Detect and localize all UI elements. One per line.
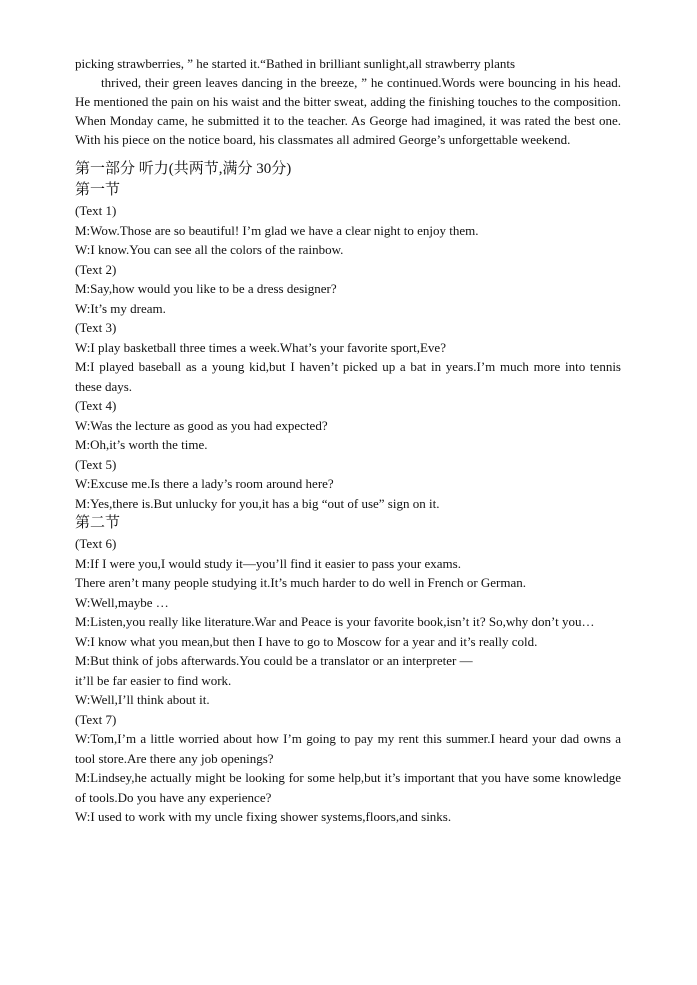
- section2-transcript: [75, 534, 621, 827]
- transcript-line: W:I know.You can see all the colors of the rainbow.: [75, 242, 344, 257]
- transcript-line: (Text 6): [75, 536, 117, 551]
- section-spacer: [75, 149, 621, 159]
- section1-transcript: [75, 201, 621, 513]
- transcript-line: M:Listen,you really like literature.War and Peace is your favorite book,isn’t it? So,why don’t you…: [75, 614, 595, 629]
- section-title: 第一节: [75, 182, 121, 198]
- transcript-line: M:If I were you,I would study it—you’ll find it easier to pass your exams.: [75, 555, 461, 571]
- transcript-line: W:Tom,I’m a little worried about how I’m going to pay my rent this summer.I heard your dad owns a tool store.Are there any job openings?: [75, 731, 621, 766]
- transcript-line: (Text 2): [75, 261, 117, 277]
- part-title: 第一部分 听力(共两节,满分 30分): [75, 161, 292, 177]
- transcript-line: M:Lindsey,he actually might be looking for some help,but it’s important that you have some knowledge of tools.Do you have any experience?: [75, 770, 621, 805]
- transcript-line: (Text 7): [75, 711, 117, 727]
- story-paragraph: thrived, their green leaves dancing in the breeze, ” he continued.Words were bouncing in his head. He mentioned the pain on his waist and the bitter sweat, adding the finishing touches to the composition. When Monday came, he submitted it to the teacher. As George had imagined, it was rated the best one. With his piece on the notice board, his classmates all admired George’s unforgettable weekend.: [75, 75, 621, 147]
- transcript-line: W:Was the lecture as good as you had expected?: [75, 417, 328, 433]
- transcript-line: M:Oh,it’s worth the time.: [75, 437, 208, 452]
- transcript-line: W:I know what you mean,but then I have to go to Moscow for a year and it’s really cold.: [75, 633, 538, 649]
- transcript-line: W:Excuse me.Is there a lady’s room around here?: [75, 476, 334, 491]
- transcript-line: M:Say,how would you like to be a dress designer?: [75, 281, 337, 296]
- transcript-line: W:I play basketball three times a week.What’s your favorite sport,Eve?: [75, 339, 446, 355]
- transcript-line: M:Wow.Those are so beautiful! I’m glad we have a clear night to enjoy them.: [75, 222, 479, 238]
- document-page: [75, 54, 621, 827]
- transcript-line: (Text 3): [75, 320, 117, 335]
- transcript-line: There aren’t many people studying it.It’s much harder to do well in French or German.: [75, 575, 527, 590]
- transcript-line: it’ll be far easier to find work.: [75, 672, 232, 688]
- transcript-line: M:Yes,there is.But unlucky for you,it has a big “out of use” sign on it.: [75, 495, 440, 511]
- transcript-line: W:I used to work with my uncle fixing shower systems,floors,and sinks.: [75, 809, 452, 824]
- transcript-line: M:I played baseball as a young kid,but I haven’t picked up a bat in years.I’m much more into tennis these days.: [75, 359, 621, 394]
- transcript-line: (Text 1): [75, 203, 117, 218]
- transcript-line: (Text 5): [75, 456, 117, 472]
- section-title: 第二节: [75, 515, 121, 531]
- transcript-line: W:Well,I’ll think about it.: [75, 692, 210, 707]
- transcript-line: W:Well,maybe …: [75, 594, 169, 610]
- transcript-line: M:But think of jobs afterwards.You could be a translator or an interpreter —: [75, 653, 473, 668]
- transcript-line: (Text 4): [75, 398, 117, 413]
- transcript-line: W:It’s my dream.: [75, 300, 166, 316]
- story-paragraph: picking strawberries, ” he started it.“Bathed in brilliant sunlight,all strawberry plants: [75, 56, 516, 71]
